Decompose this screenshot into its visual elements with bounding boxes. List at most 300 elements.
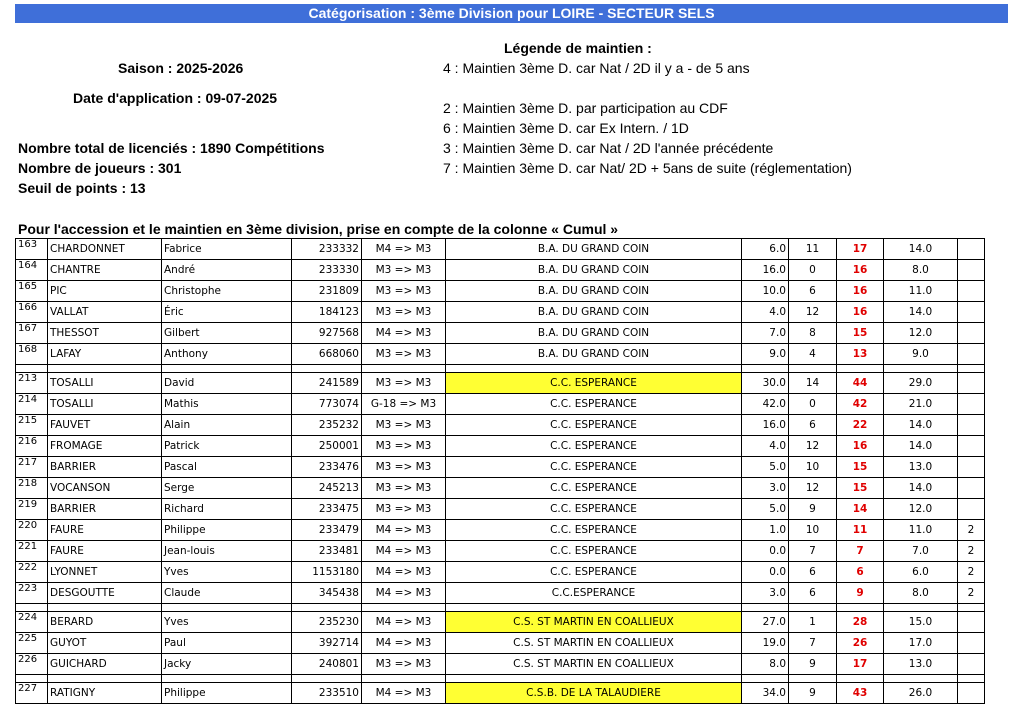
points-cell: 27.0 <box>742 612 789 633</box>
licence-cell: 231809 <box>292 281 362 302</box>
previous-points-cell: 14.0 <box>884 415 958 436</box>
application-date-label: Date d'application : 09-07-2025 <box>73 90 278 106</box>
table-row <box>16 344 985 365</box>
cumul-cell: 14 <box>837 499 884 520</box>
last-name-cell: GUICHARD <box>48 654 162 675</box>
previous-points-cell: 14.0 <box>884 436 958 457</box>
separator-cell <box>16 675 48 683</box>
maintien-code-cell <box>958 302 985 323</box>
first-name-cell: Yves <box>162 612 292 633</box>
table-row <box>16 583 985 604</box>
licence-cell: 668060 <box>292 344 362 365</box>
last-name-cell: RATIGNY <box>48 683 162 704</box>
licence-cell: 240801 <box>292 654 362 675</box>
table-row <box>16 323 985 344</box>
club-cell: B.A. DU GRAND COIN <box>446 260 742 281</box>
category-cell: M4 => M3 <box>362 520 446 541</box>
first-name-cell: Patrick <box>162 436 292 457</box>
category-cell: M3 => M3 <box>362 457 446 478</box>
bonus-cell: 6 <box>789 562 837 583</box>
licence-cell: 233475 <box>292 499 362 520</box>
category-cell: M4 => M3 <box>362 562 446 583</box>
licence-cell: 233510 <box>292 683 362 704</box>
points-cell: 5.0 <box>742 499 789 520</box>
club-cell: C.S. ST MARTIN EN COALLIEUX <box>446 633 742 654</box>
last-name-cell: CHANTRE <box>48 260 162 281</box>
previous-points-cell: 11.0 <box>884 520 958 541</box>
previous-points-cell: 12.0 <box>884 323 958 344</box>
club-cell: C.C. ESPERANCE <box>446 520 742 541</box>
licence-cell: 233330 <box>292 260 362 281</box>
rank-cell: 165 <box>16 281 48 302</box>
separator-cell <box>162 675 292 683</box>
first-name-cell: Gilbert <box>162 323 292 344</box>
rank-cell: 213 <box>16 373 48 394</box>
rank-cell: 223 <box>16 583 48 604</box>
first-name-cell: Mathis <box>162 394 292 415</box>
cumul-cell: 16 <box>837 281 884 302</box>
cumul-cell: 15 <box>837 478 884 499</box>
table-row <box>16 520 985 541</box>
cumul-cell: 9 <box>837 583 884 604</box>
table-row <box>16 478 985 499</box>
club-cell: C.C. ESPERANCE <box>446 562 742 583</box>
last-name-cell: CHARDONNET <box>48 239 162 260</box>
licence-cell: 927568 <box>292 323 362 344</box>
first-name-cell: Jean-louis <box>162 541 292 562</box>
maintien-code-cell <box>958 457 985 478</box>
first-name-cell: Pascal <box>162 457 292 478</box>
separator-cell <box>884 675 958 683</box>
category-cell: M3 => M3 <box>362 436 446 457</box>
club-cell: B.A. DU GRAND COIN <box>446 302 742 323</box>
separator-cell <box>958 675 985 683</box>
maintien-code-cell: 2 <box>958 562 985 583</box>
licence-cell: 241589 <box>292 373 362 394</box>
rank-cell: 215 <box>16 415 48 436</box>
legend-item: 7 : Maintien 3ème D. car Nat/ 2D + 5ans de suite (réglementation) <box>443 160 852 176</box>
category-cell: M3 => M3 <box>362 654 446 675</box>
cumul-cell: 17 <box>837 654 884 675</box>
cumul-cell: 16 <box>837 436 884 457</box>
points-cell: 5.0 <box>742 457 789 478</box>
maintien-code-cell <box>958 436 985 457</box>
total-licensees-label: Nombre total de licenciés : 1890 Compétitions <box>18 140 325 156</box>
cumul-cell: 7 <box>837 541 884 562</box>
club-cell: C.C. ESPERANCE <box>446 415 742 436</box>
cumul-cell: 43 <box>837 683 884 704</box>
first-name-cell: Richard <box>162 499 292 520</box>
club-cell: C.C. ESPERANCE <box>446 394 742 415</box>
points-cell: 16.0 <box>742 260 789 281</box>
cumul-cell: 6 <box>837 562 884 583</box>
first-name-cell: Fabrice <box>162 239 292 260</box>
maintien-code-cell <box>958 260 985 281</box>
maintien-code-cell <box>958 344 985 365</box>
separator-cell <box>742 675 789 683</box>
cumul-cell: 42 <box>837 394 884 415</box>
previous-points-cell: 14.0 <box>884 239 958 260</box>
first-name-cell: Jacky <box>162 654 292 675</box>
points-cell: 42.0 <box>742 394 789 415</box>
bonus-cell: 1 <box>789 612 837 633</box>
maintien-code-cell: 2 <box>958 520 985 541</box>
bonus-cell: 7 <box>789 541 837 562</box>
first-name-cell: Claude <box>162 583 292 604</box>
rank-cell: 166 <box>16 302 48 323</box>
points-cell: 1.0 <box>742 520 789 541</box>
bonus-cell: 9 <box>789 654 837 675</box>
rank-cell: 164 <box>16 260 48 281</box>
rank-cell: 218 <box>16 478 48 499</box>
club-cell: B.A. DU GRAND COIN <box>446 344 742 365</box>
licence-cell: 235232 <box>292 415 362 436</box>
rank-cell: 220 <box>16 520 48 541</box>
licence-cell: 184123 <box>292 302 362 323</box>
rank-cell: 216 <box>16 436 48 457</box>
category-cell: M4 => M3 <box>362 541 446 562</box>
points-cell: 4.0 <box>742 436 789 457</box>
separator-cell <box>789 365 837 373</box>
licence-cell: 245213 <box>292 478 362 499</box>
first-name-cell: Éric <box>162 302 292 323</box>
bonus-cell: 11 <box>789 239 837 260</box>
points-cell: 7.0 <box>742 323 789 344</box>
previous-points-cell: 15.0 <box>884 612 958 633</box>
last-name-cell: LAFAY <box>48 344 162 365</box>
bonus-cell: 8 <box>789 323 837 344</box>
licence-cell: 773074 <box>292 394 362 415</box>
separator-cell <box>162 365 292 373</box>
club-cell: C.C. ESPERANCE <box>446 499 742 520</box>
bonus-cell: 0 <box>789 394 837 415</box>
category-cell: M3 => M3 <box>362 415 446 436</box>
points-cell: 8.0 <box>742 654 789 675</box>
points-cell: 3.0 <box>742 478 789 499</box>
cumul-cell: 16 <box>837 302 884 323</box>
table-row <box>16 302 985 323</box>
first-name-cell: Serge <box>162 478 292 499</box>
last-name-cell: DESGOUTTE <box>48 583 162 604</box>
cumul-cell: 22 <box>837 415 884 436</box>
maintien-code-cell <box>958 683 985 704</box>
points-cell: 0.0 <box>742 541 789 562</box>
legend-item: 4 : Maintien 3ème D. car Nat / 2D il y a - de 5 ans <box>443 60 750 76</box>
table-separator-row <box>16 604 985 612</box>
separator-cell <box>742 365 789 373</box>
table-row <box>16 612 985 633</box>
previous-points-cell: 13.0 <box>884 654 958 675</box>
players-table-body <box>16 239 985 704</box>
licence-cell: 233476 <box>292 457 362 478</box>
category-cell: M4 => M3 <box>362 683 446 704</box>
table-row <box>16 415 985 436</box>
bonus-cell: 12 <box>789 302 837 323</box>
table-row <box>16 633 985 654</box>
maintien-code-cell <box>958 323 985 344</box>
separator-cell <box>292 675 362 683</box>
separator-cell <box>837 365 884 373</box>
table-separator-row <box>16 365 985 373</box>
cumul-cell: 13 <box>837 344 884 365</box>
previous-points-cell: 14.0 <box>884 478 958 499</box>
last-name-cell: FROMAGE <box>48 436 162 457</box>
club-cell: B.A. DU GRAND COIN <box>446 281 742 302</box>
first-name-cell: Paul <box>162 633 292 654</box>
rank-cell: 227 <box>16 683 48 704</box>
category-cell: M4 => M3 <box>362 323 446 344</box>
club-cell: C.S.B. DE LA TALAUDIERE <box>446 683 742 704</box>
players-table <box>15 238 985 704</box>
category-cell: M4 => M3 <box>362 239 446 260</box>
category-cell: M4 => M3 <box>362 633 446 654</box>
points-cell: 30.0 <box>742 373 789 394</box>
category-cell: M3 => M3 <box>362 499 446 520</box>
first-name-cell: David <box>162 373 292 394</box>
separator-cell <box>292 604 362 612</box>
rank-cell: 221 <box>16 541 48 562</box>
separator-cell <box>16 604 48 612</box>
cumul-cell: 26 <box>837 633 884 654</box>
bonus-cell: 6 <box>789 583 837 604</box>
separator-cell <box>362 365 446 373</box>
first-name-cell: Anthony <box>162 344 292 365</box>
bonus-cell: 10 <box>789 457 837 478</box>
legend-item: 6 : Maintien 3ème D. car Ex Intern. / 1D <box>443 120 689 136</box>
points-threshold-label: Seuil de points : 13 <box>18 180 146 196</box>
separator-cell <box>884 365 958 373</box>
last-name-cell: GUYOT <box>48 633 162 654</box>
maintien-code-cell <box>958 415 985 436</box>
first-name-cell: Philippe <box>162 683 292 704</box>
previous-points-cell: 8.0 <box>884 260 958 281</box>
last-name-cell: FAUVET <box>48 415 162 436</box>
legend-item: 3 : Maintien 3ème D. car Nat / 2D l'année précédente <box>443 140 774 156</box>
licence-cell: 250001 <box>292 436 362 457</box>
previous-points-cell: 8.0 <box>884 583 958 604</box>
separator-cell <box>958 604 985 612</box>
previous-points-cell: 7.0 <box>884 541 958 562</box>
cumul-cell: 16 <box>837 260 884 281</box>
points-cell: 19.0 <box>742 633 789 654</box>
previous-points-cell: 13.0 <box>884 457 958 478</box>
separator-cell <box>48 365 162 373</box>
licence-cell: 392714 <box>292 633 362 654</box>
licence-cell: 235230 <box>292 612 362 633</box>
table-row <box>16 654 985 675</box>
rank-cell: 167 <box>16 323 48 344</box>
category-cell: M3 => M3 <box>362 344 446 365</box>
first-name-cell: Alain <box>162 415 292 436</box>
previous-points-cell: 26.0 <box>884 683 958 704</box>
points-cell: 34.0 <box>742 683 789 704</box>
rank-cell: 222 <box>16 562 48 583</box>
previous-points-cell: 21.0 <box>884 394 958 415</box>
club-cell: B.A. DU GRAND COIN <box>446 239 742 260</box>
table-row <box>16 260 985 281</box>
bonus-cell: 6 <box>789 415 837 436</box>
cumul-cell: 15 <box>837 457 884 478</box>
previous-points-cell: 11.0 <box>884 281 958 302</box>
maintien-code-cell: 2 <box>958 541 985 562</box>
season-label: Saison : 2025-2026 <box>118 60 244 76</box>
points-cell: 0.0 <box>742 562 789 583</box>
last-name-cell: LYONNET <box>48 562 162 583</box>
last-name-cell: FAURE <box>48 520 162 541</box>
separator-cell <box>162 604 292 612</box>
last-name-cell: VOCANSON <box>48 478 162 499</box>
last-name-cell: VALLAT <box>48 302 162 323</box>
bonus-cell: 12 <box>789 436 837 457</box>
category-cell: M4 => M3 <box>362 583 446 604</box>
separator-cell <box>446 604 742 612</box>
licence-cell: 345438 <box>292 583 362 604</box>
category-cell: M3 => M3 <box>362 260 446 281</box>
licence-cell: 233481 <box>292 541 362 562</box>
bonus-cell: 7 <box>789 633 837 654</box>
previous-points-cell: 12.0 <box>884 499 958 520</box>
last-name-cell: FAURE <box>48 541 162 562</box>
bonus-cell: 9 <box>789 683 837 704</box>
separator-cell <box>742 604 789 612</box>
bonus-cell: 14 <box>789 373 837 394</box>
category-cell: M3 => M3 <box>362 478 446 499</box>
maintien-code-cell <box>958 612 985 633</box>
last-name-cell: PIC <box>48 281 162 302</box>
separator-cell <box>837 604 884 612</box>
last-name-cell: THESSOT <box>48 323 162 344</box>
table-row <box>16 239 985 260</box>
club-cell: C.C.ESPERANCE <box>446 583 742 604</box>
club-cell: C.C. ESPERANCE <box>446 541 742 562</box>
club-cell: C.C. ESPERANCE <box>446 457 742 478</box>
maintien-code-cell <box>958 373 985 394</box>
previous-points-cell: 14.0 <box>884 302 958 323</box>
table-row <box>16 373 985 394</box>
last-name-cell: BERARD <box>48 612 162 633</box>
maintien-code-cell <box>958 239 985 260</box>
separator-cell <box>362 675 446 683</box>
club-cell: C.S. ST MARTIN EN COALLIEUX <box>446 654 742 675</box>
first-name-cell: Christophe <box>162 281 292 302</box>
first-name-cell: Philippe <box>162 520 292 541</box>
page-title-banner: Catégorisation : 3ème Division pour LOIRE - SECTEUR SELS <box>15 4 1008 23</box>
bonus-cell: 0 <box>789 260 837 281</box>
legend-item: 2 : Maintien 3ème D. par participation au CDF <box>443 100 728 116</box>
points-cell: 10.0 <box>742 281 789 302</box>
maintien-code-cell <box>958 633 985 654</box>
separator-cell <box>48 675 162 683</box>
club-cell: B.A. DU GRAND COIN <box>446 323 742 344</box>
separator-cell <box>362 604 446 612</box>
club-cell: C.C. ESPERANCE <box>446 373 742 394</box>
separator-cell <box>884 604 958 612</box>
last-name-cell: TOSALLI <box>48 373 162 394</box>
last-name-cell: TOSALLI <box>48 394 162 415</box>
category-cell: M4 => M3 <box>362 612 446 633</box>
maintien-code-cell: 2 <box>958 583 985 604</box>
rank-cell: 226 <box>16 654 48 675</box>
points-cell: 16.0 <box>742 415 789 436</box>
last-name-cell: BARRIER <box>48 499 162 520</box>
rank-cell: 214 <box>16 394 48 415</box>
cumul-cell: 17 <box>837 239 884 260</box>
separator-cell <box>446 675 742 683</box>
points-cell: 6.0 <box>742 239 789 260</box>
separator-cell <box>789 675 837 683</box>
points-cell: 9.0 <box>742 344 789 365</box>
rank-cell: 224 <box>16 612 48 633</box>
table-row <box>16 394 985 415</box>
previous-points-cell: 17.0 <box>884 633 958 654</box>
maintien-code-cell <box>958 281 985 302</box>
rank-cell: 168 <box>16 344 48 365</box>
table-row <box>16 436 985 457</box>
table-row <box>16 562 985 583</box>
bonus-cell: 12 <box>789 478 837 499</box>
table-row <box>16 683 985 704</box>
rank-cell: 217 <box>16 457 48 478</box>
last-name-cell: BARRIER <box>48 457 162 478</box>
previous-points-cell: 6.0 <box>884 562 958 583</box>
category-cell: G-18 => M3 <box>362 394 446 415</box>
first-name-cell: Yves <box>162 562 292 583</box>
licence-cell: 233479 <box>292 520 362 541</box>
maintien-code-cell <box>958 478 985 499</box>
table-row <box>16 281 985 302</box>
separator-cell <box>48 604 162 612</box>
rank-cell: 219 <box>16 499 48 520</box>
maintien-code-cell <box>958 394 985 415</box>
legend-title: Légende de maintien : <box>504 40 652 56</box>
table-row <box>16 457 985 478</box>
bonus-cell: 9 <box>789 499 837 520</box>
maintien-code-cell <box>958 654 985 675</box>
separator-cell <box>958 365 985 373</box>
players-count-label: Nombre de joueurs : 301 <box>18 160 182 176</box>
bonus-cell: 4 <box>789 344 837 365</box>
maintien-code-cell <box>958 499 985 520</box>
separator-cell <box>16 365 48 373</box>
bonus-cell: 10 <box>789 520 837 541</box>
bonus-cell: 6 <box>789 281 837 302</box>
separator-cell <box>789 604 837 612</box>
separator-cell <box>292 365 362 373</box>
category-cell: M3 => M3 <box>362 373 446 394</box>
licence-cell: 233332 <box>292 239 362 260</box>
club-cell: C.C. ESPERANCE <box>446 436 742 457</box>
licence-cell: 1153180 <box>292 562 362 583</box>
table-row <box>16 541 985 562</box>
previous-points-cell: 9.0 <box>884 344 958 365</box>
club-cell: C.S. ST MARTIN EN COALLIEUX <box>446 612 742 633</box>
points-cell: 3.0 <box>742 583 789 604</box>
cumul-cell: 44 <box>837 373 884 394</box>
rank-cell: 225 <box>16 633 48 654</box>
separator-cell <box>446 365 742 373</box>
category-cell: M3 => M3 <box>362 302 446 323</box>
table-separator-row <box>16 675 985 683</box>
cumul-cell: 28 <box>837 612 884 633</box>
club-cell: C.C. ESPERANCE <box>446 478 742 499</box>
cumul-cell: 11 <box>837 520 884 541</box>
category-cell: M3 => M3 <box>362 281 446 302</box>
section-title: Pour l'accession et le maintien en 3ème division, prise en compte de la colonne « Cumul » <box>18 221 619 237</box>
first-name-cell: André <box>162 260 292 281</box>
cumul-cell: 15 <box>837 323 884 344</box>
points-cell: 4.0 <box>742 302 789 323</box>
separator-cell <box>837 675 884 683</box>
